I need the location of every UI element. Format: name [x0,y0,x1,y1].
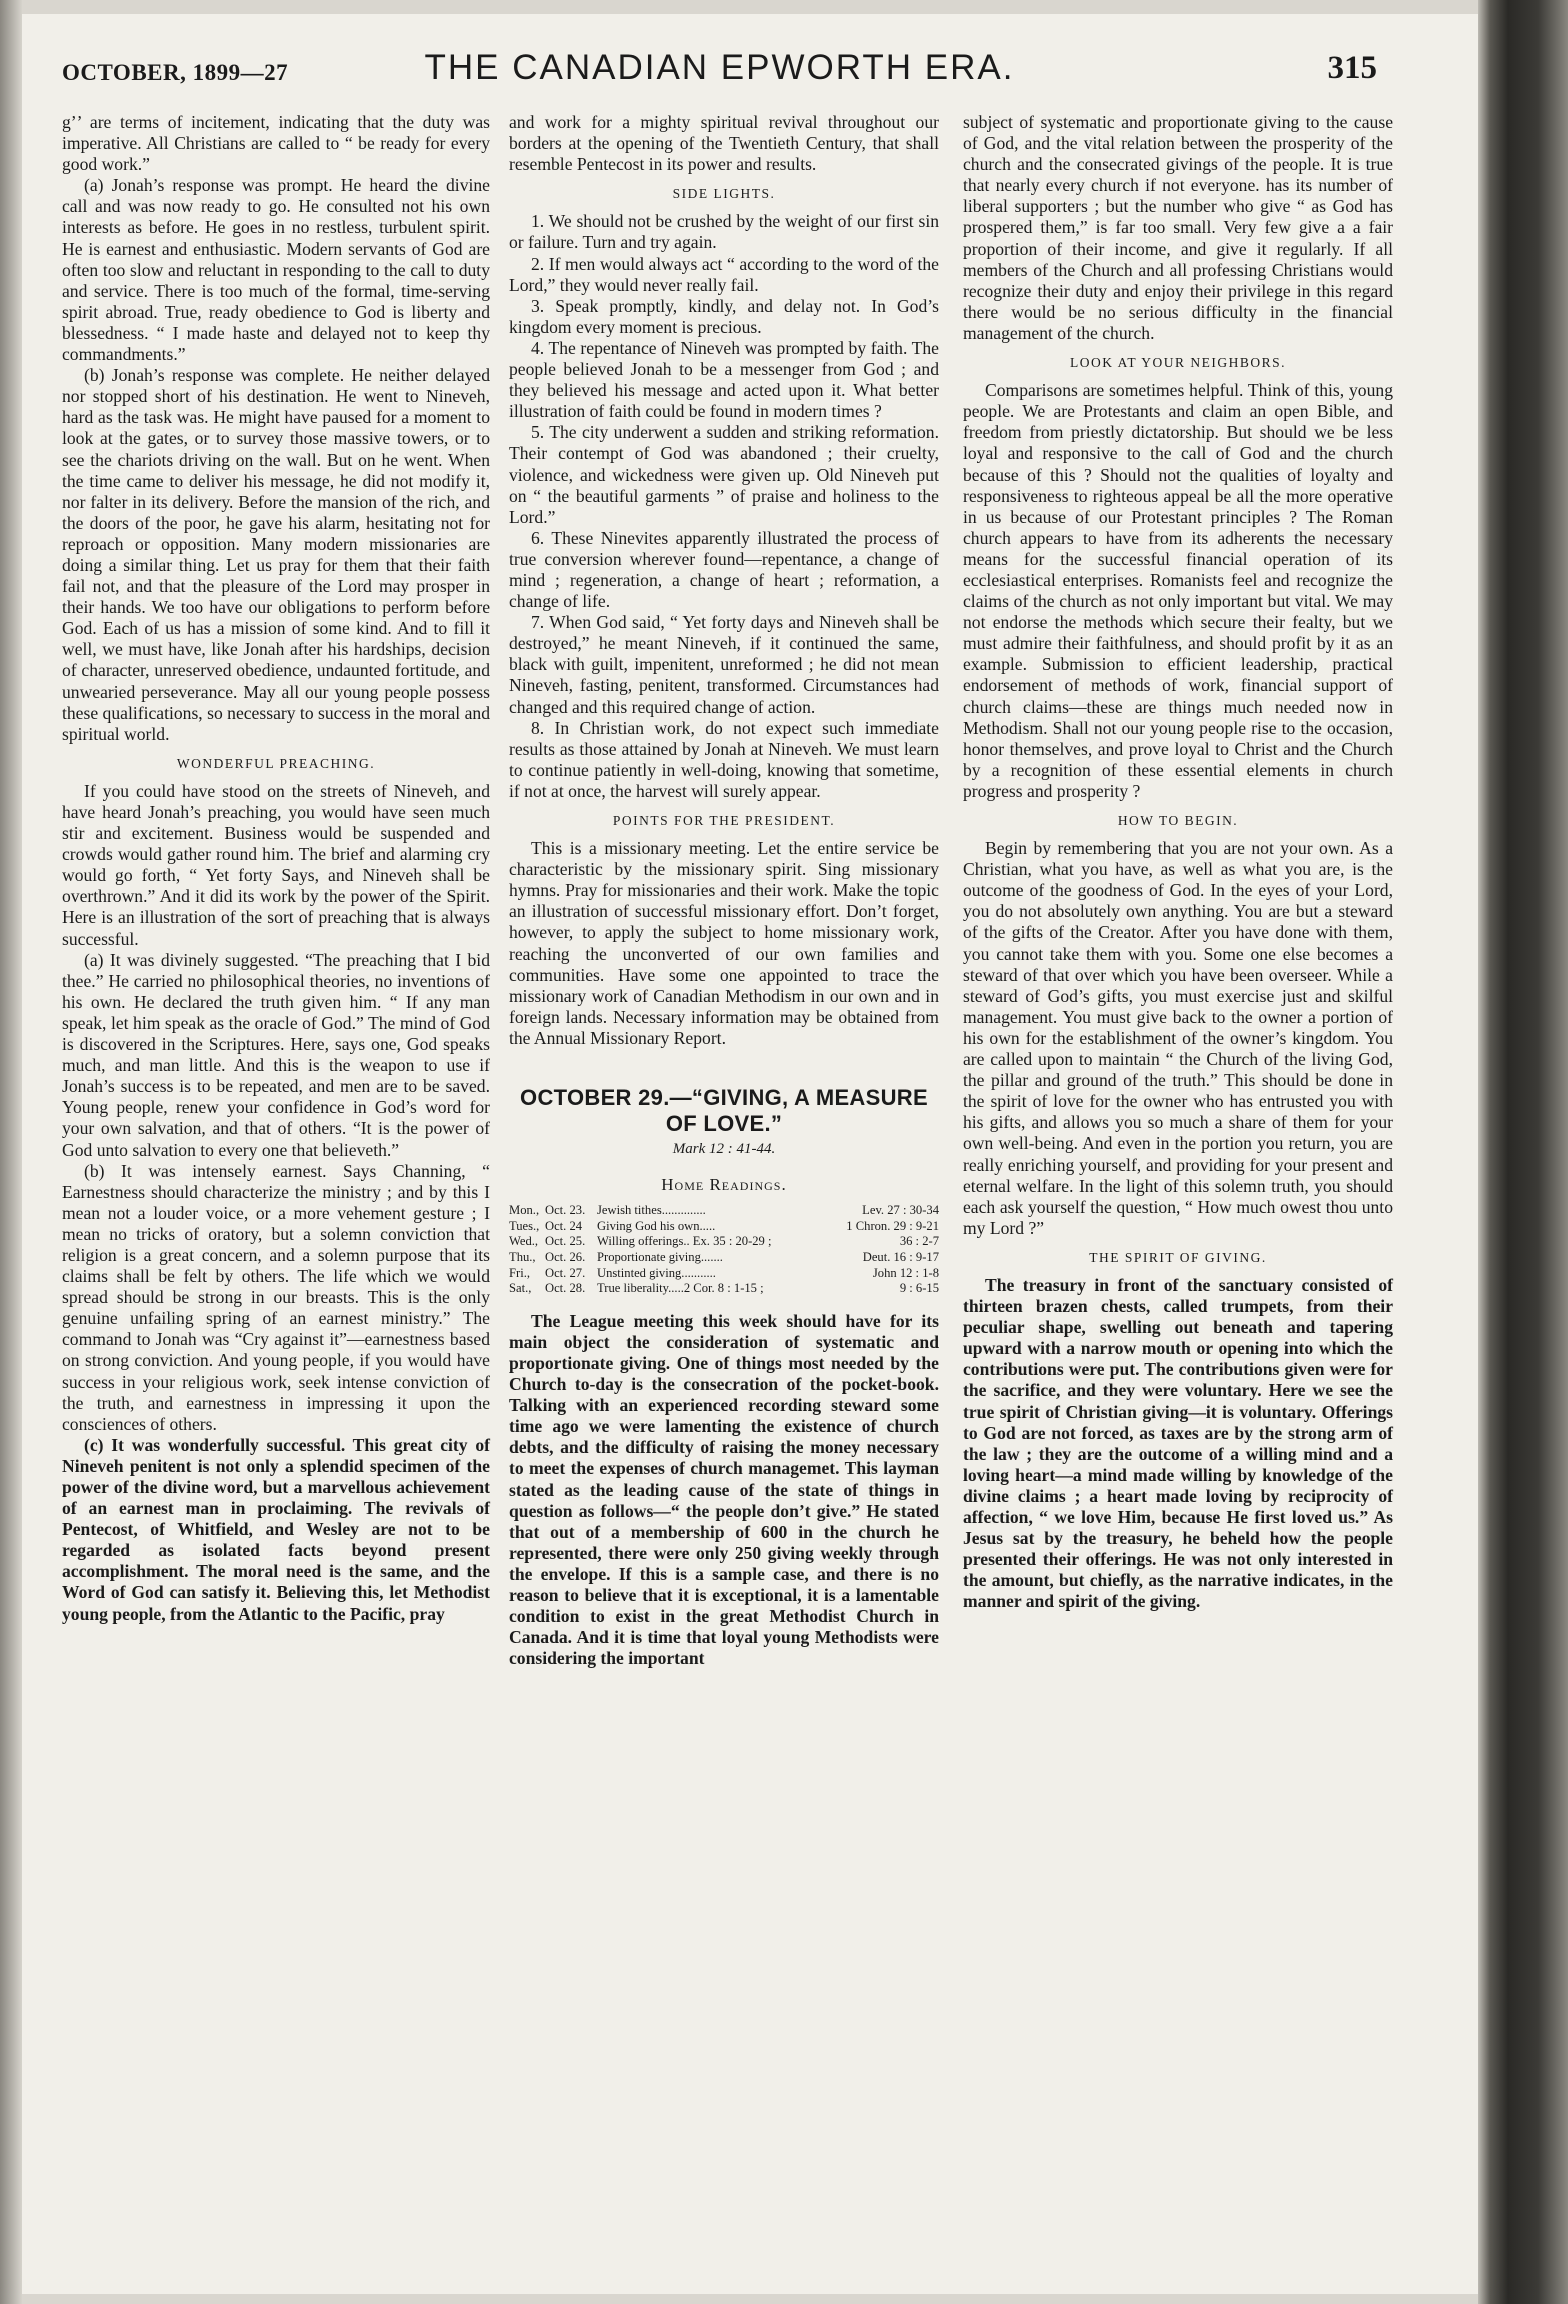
paragraph: (a) Jonah’s response was prompt. He heard the divine call and was now ready to go. He consulted not his own interests as before. He goes in no restless, turbulent spirit. He is earnest and enthusiastic. Modern servants of God are often too slow and reluctant in responding to the call to duty and service. There is too much of the formal, time-serving spirit abroad. True, ready obedience to God is liberty and blessedness. “ I made haste and delayed not to keep thy commandments.” [62,175,490,365]
paragraph: (c) It was wonderfully successful. This great city of Nineveh penitent is not only a splendid specimen of the power of the divine word, but a marvellous achievement of an earnest man in proclaiming. The revivals of Pentecost, of Whitfield, and Wesley are not to be regarded as isolated facts beyond present accomplishment. The moral need is the same, and the Word of God can satisfy it. Believing this, let Methodist young people, from the Atlantic to the Pacific, pray [62,1434,490,1624]
book-binding [1478,0,1568,2304]
header-date: OCTOBER, 1899—27 [62,60,289,85]
subheading-wonderful-preaching: WONDERFUL PREACHING. [176,755,376,771]
paragraph: gʼ’ are terms of incitement, indicating that the duty was imperative. All Christians are called to “ be ready for every good work.” [62,112,490,175]
paragraph: The treasury in front of the sanctuary consisted of thirteen brazen chests, called trumpets, from their peculiar shape, swelling out beneath and tapering upward with a narrow mouth or opening into which the contributions were put. The contributions given were for the sacrifice, and they were voluntary. Here we see the true spirit of Christian giving—it is voluntary. Offerings to God are not forced, as taxes are by the strong arm of the law ; they are the outcome of a willing mind and a loving heart—a mind made willing by knowledge of the divine claims ; a heart made loving by reciprocity of affection, “ we love Him, because He first loved us.” As Jesus sat by the treasury, he beheld how the people presented their offerings. He was not only interested in the amount, but chiefly, as the narrative indicates, in the manner and spirit of the giving. [963,1274,1393,1612]
side-light-item: 6. These Ninevites apparently illustrated the process of true conversion wherever found—repentance, a change of mind ; regeneration, a change of heart ; reformation, a change of life. [509,527,939,612]
side-light-item: 4. The repentance of Nineveh was prompted by faith. The people believed Jonah to be a messenger from God ; and they believed his message and acted upon it. What better illustration of faith could be found in modern times ? [509,337,939,422]
subheading-look-at-neighbors: LOOK AT YOUR NEIGHBORS. [1069,355,1286,371]
reading-row: Fri., Oct. 27. Unstinted giving........... John 12 : 1-8 [509,1265,939,1280]
paragraph: If you could have stood on the streets of Nineveh, and have heard Jonah’s preaching, you would have seen much stir and excitement. Business would be suspended and crowds would gather round him. The brief and alarming cry would go forth, “ Yet forty Says, and Nineveh shall be overthrown.” And it did its work by the power of the Spirit. Here is an illustration of the sort of preaching that is always successful. [62,780,490,949]
paragraph: (b) It was intensely earnest. Says Channing, “ Earnestness should characterize the ministry ; and by this I mean not a louder voice, or a more vehement gesture ; I mean no tricks of oratory, but a solemn conviction that religion is a great concern, and a solemn purpose that its claims shall be felt by others. The life which we would spread should be strong in our breasts. This is the only genuine unfailing spring of an earnest ministry.” The command to Jonah was “Cry against it”—earnestness based on strong conviction. And young people, if you would have success in your religious work, seek intense conviction of the truth, and earnestness in impressing it upon the consciences of others. [62,1160,490,1434]
column-2 [509,112,939,1669]
section-scripture-reference: Mark 12 : 41-44. [672,1141,776,1158]
paragraph: The League meeting this week should have for its main object the consideration of systematic and proportionate giving. One of things most needed by the Church to-day is the consecration of the pocket-book. Talking with an experienced recording steward some time ago we were lamenting the existence of church debts, and the difficulty of raising the money necessary to meet the expenses of church managemet. This layman stated as the leading cause of the state of things in question as follows—“ the people don’t give.” He stated that out of a membership of 600 in the church he represented, there were only 250 giving weekly through the envelope. If this is a sample case, and there is no reason to believe that it is exceptional, it is a lamentable condition to exist in the great Methodist Church in Canada. And it is time that loyal young Methodists were considering the important [509,1310,939,1669]
side-light-item: 1. We should not be crushed by the weight of our first sin or failure. Turn and try again. [509,211,939,253]
home-readings-list [509,1203,939,1297]
header-title: THE CANADIAN EPWORTH ERA. [424,48,1015,87]
paragraph: and work for a mighty spiritual revival throughout our borders at the opening of the Twentieth Century, that shall resemble Pentecost in its power and results. [509,112,939,175]
side-light-item: 7. When God said, “ Yet forty days and Nineveh shall be destroyed,” he meant Nineveh, if it continued the same, black with guilt, impenitent, unreformed ; he did not mean Nineveh, fasting, penitent, transformed. Circumstances had changed and this required change of action. [509,612,939,717]
subheading-spirit-of-giving: THE SPIRIT OF GIVING. [1089,1249,1267,1265]
paragraph: (b) Jonah’s response was complete. He neither delayed nor stopped short of his destination. He went to Nineveh, hard as the task was. He might have paused for a moment to look at the gates, or to survey those massive towers, or to see the chariots driving on the wall. But on he went. When the time came to deliver his message, he did not modify it, nor falter in its delivery. Before the mansion of the rich, and the doors of the poor, he gave his alarm, hesitating not for reproach or opposition. Many modern missionaries are doing a similar thing. Let us pray for them that their faith fail not, and that the pleasure of the Lord may prosper in their hands. We too have our obligations to perform before God. Each of us has a mission of some kind. And to fill it well, we must have, like Jonah after his hardships, decision of character, unreserved obedience, undaunted fortitude, and unwearied perseverance. May all our young people possess these qualifications, so necessary to success in the moral and spiritual world. [62,365,490,744]
side-light-item: 2. If men would always act “ according to the word of the Lord,” they would never really fail. [509,253,939,295]
subheading-how-to-begin: HOW TO BEGIN. [1117,813,1239,828]
paragraph: subject of systematic and proportionate giving to the cause of God, and the vital relation between the prosperity of the church and the consecrated givings of the people. It is true that nearly every church if not everyone. has its number of liberal supporters ; but the number who give “ as God has prospered them,” is far too small. Very few give a a fair proportion of their income, and give it regularly. If all members of the Church and all professing Christians would recognize their duty and enjoy their privilege in this regard there would be no serious difficulty in the financial management of the church. [963,112,1393,343]
home-readings-heading: Home Readings. [661,1175,787,1195]
paragraph: Begin by remembering that you are not your own. As a Christian, what you have, as well as what you are, is the outcome of the goodness of God. In the eyes of your Lord, you do not absolutely own anything. You are but a steward of the gifts of the Creator. After you have done with them, you cannot take them with you. Some one else becomes a steward of that over which you have been overseer. While a steward of God’s gifts, you must exercise just and skilful management. You must give back to the owner a portion of his own for the establishment of the owner’s kingdom. You are called upon to maintain “ the Church of the living God, the pillar and ground of the truth.” This should be done in the spirit of love for the owner who has entrusted you with his gifts, and allows you so much a share of them for your own well-being. And even in the portion you return, you are really enriching yourself, and providing for your present and eternal welfare. In the light of this solemn truth, you should each ask yourself the question, “ How much owest thou unto my Lord ?” [963,838,1393,1238]
reading-row: Tues., Oct. 24 Giving God his own..... 1 Chron. 29 : 9-21 [509,1218,939,1233]
reading-row: Wed., Oct. 25. Willing offerings.. Ex. 35 : 20-29 ; 36 : 2-7 [509,1234,939,1249]
paragraph: (a) It was divinely suggested. “The preaching that I bid thee.” He carried no philosophical theories, no inventions of his own. He declared the truth given him. “ If any man speak, let him speak as the oracle of God.” The mind of God is discovered in the Scriptures. Here, says one, God speaks much, and man little. And this is the weapon to use if Jonah’s success is to be repeated, and men are to be saved. Young people, renew your confidence in God’s word for your own salvation, and that of others. “It is the power of God unto salvation to every one that believeth.” [62,949,490,1160]
subheading-side-lights: SIDE LIGHTS. [672,186,776,202]
reading-row: Mon., Oct. 23. Jewish tithes.............. Lev. 27 : 30-34 [509,1203,939,1218]
reading-row: Thu., Oct. 26. Proportionate giving....... Deut. 16 : 9-17 [509,1250,939,1264]
side-light-item: 5. The city underwent a sudden and striking reformation. Their contempt of God was abandoned ; their cruelty, violence, and wickedness were given up. Old Nineveh put on “ the beautiful garments ” of praise and holiness to the Lord.” [509,422,939,527]
side-light-item: 3. Speak promptly, kindly, and delay not. In God’s kingdom every moment is precious. [509,295,939,337]
paragraph: This is a missionary meeting. Let the entire service be characteristic by the missionary spirit. Sing missionary hymns. Pray for missionaries and their work. Make the topic an illustration of successful missionary effort. Don’t forget, however, to apply the subject to home missionary work, reaching the unconverted of our own families and communities. Have some one appointed to trace the missionary work of Canadian Methodism in our own and in foreign lands. Necessary information may be obtained from the Annual Missionary Report. [509,838,939,1048]
header-page-number: 315 [1327,50,1377,86]
paragraph: Comparisons are sometimes helpful. Think of this, young people. We are Protestants and claim an open Bible, and freedom from priestly dictatorship. But should we be less loyal and responsive to the call of God and the church because of this ? Should not the qualities of loyalty and responsiveness to righteous appeal be all the more operative in us because of our Protestant principles ? The Roman church appears to have from its adherents the necessary means for the successful financial operation of its ecclesiastical enterprises. Romanists feel and recognize the claims of the church as not only important but vital. We may not endorse the methods which secure their fealty, but we must admire their faithfulness, and should profit by it as an example. Submission to efficient leadership, practical endorsement of methods of work, financial support of church claims—these are things much needed now in Methodism. Shall not our young people rise to the occasion, honor themselves, and prove loyal to Christ and the Church by a recognition of these essential elements in church progress and prosperity ? [963,380,1393,801]
reading-row: Sat., Oct. 28. True liberality.....2 Cor. 8 : 1-15 ; 9 : 6-15 [509,1281,939,1296]
side-light-item: 8. In Christian work, do not expect such immediate results as those attained by Jonah at Nineveh. We must learn to continue patiently in well-doing, knowing that sometime, if not at once, the harvest will surely appear. [509,717,939,801]
left-page-edge [0,0,22,2304]
page-header [62,46,1377,94]
column-3 [963,112,1393,1612]
column-1 [62,112,490,1625]
section-title: OCTOBER 29.—“GIVING, A MEASURE OF LOVE.” [520,1085,928,1137]
subheading-points-for-president: POINTS FOR THE PRESIDENT. [612,813,836,828]
